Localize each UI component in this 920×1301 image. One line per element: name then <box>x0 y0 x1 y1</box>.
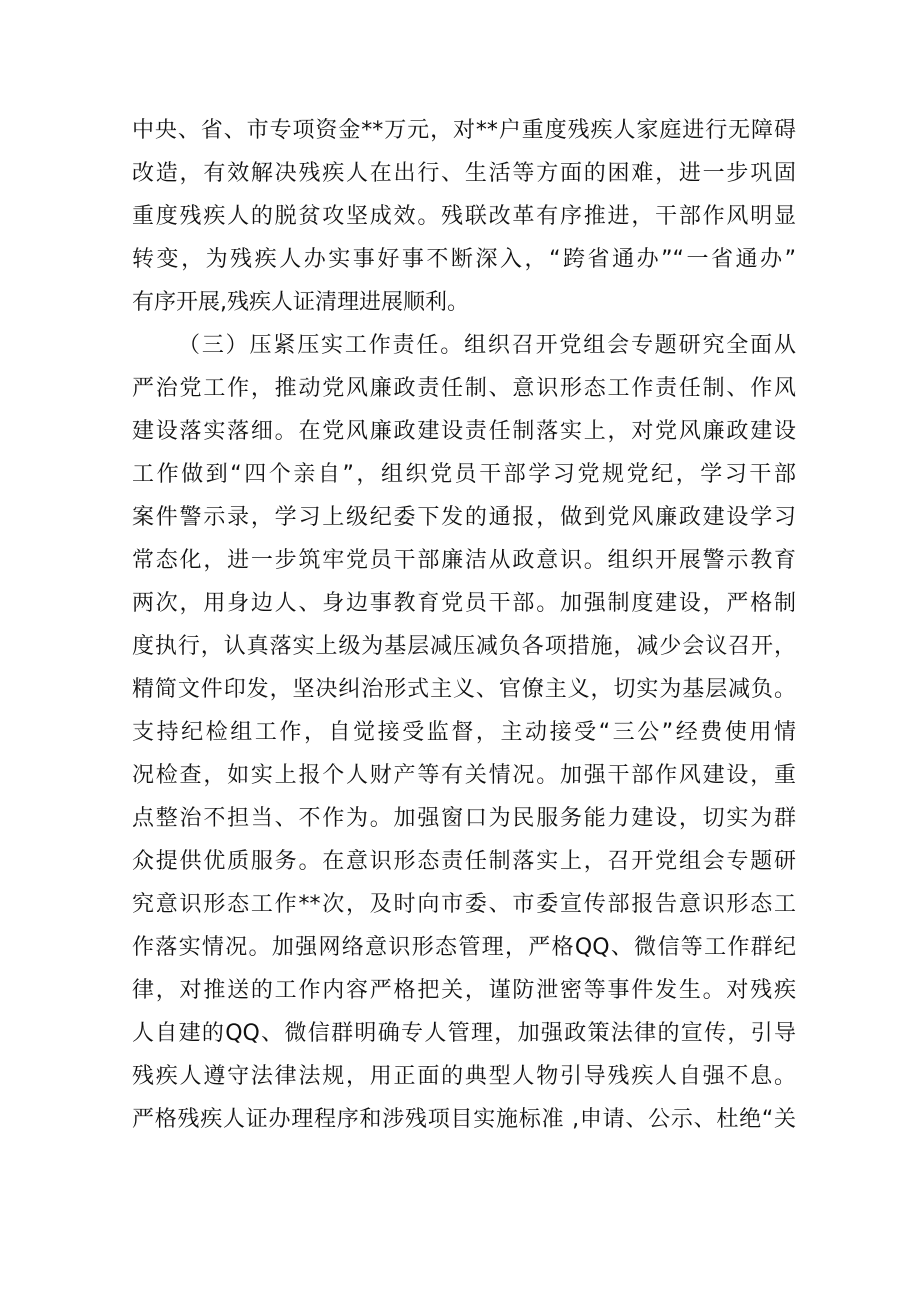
paragraph-line: 精简文件印发，坚决纠治形式主义、官僚主义，切实为基层减负。 <box>132 677 796 702</box>
paragraph-line: 两次，用身边人、身边事教育党员干部。加强制度建设，严格制 <box>132 591 796 616</box>
paragraph-line: 常态化，进一步筑牢党员干部廉洁从政意识。组织开展警示教育 <box>132 548 796 573</box>
paragraph-line: 作落实情况。加强网络意识形态管理，严格QQ、微信等工作群纪 <box>132 935 796 960</box>
paragraph-line: 严治党工作，推动党风廉政责任制、意识形态工作责任制、作风 <box>132 376 796 401</box>
section-heading-line: （三）压紧压实工作责任。组织召开党组会专题研究全面从 <box>178 333 796 358</box>
paragraph-line: 人自建的QQ、微信群明确专人管理，加强政策法律的宣传，引导 <box>132 1021 796 1046</box>
paragraph-line: 究意识形态工作**次，及时向市委、市委宣传部报告意识形态工 <box>132 892 796 917</box>
paragraph-2 <box>132 324 796 1141</box>
paragraph-line: 建设落实落细。在党风廉政建设责任制落实上，对党风廉政建设 <box>132 419 796 444</box>
paragraph-line: 严格残疾人证办理程序和涉残项目实施标准 ,申请、公示、杜绝“关 <box>132 1107 796 1132</box>
paragraph-1 <box>132 109 796 324</box>
paragraph-line: 案件警示录，学习上级纪委下发的通报，做到党风廉政建设学习 <box>132 505 796 530</box>
paragraph-line: 工作做到“四个亲自”，组织党员干部学习党规党纪，学习干部 <box>132 462 796 487</box>
paragraph-line: 中央、省、市专项资金**万元，对**户重度残疾人家庭进行无障碍 <box>132 118 796 143</box>
paragraph-line: 律，对推送的工作内容严格把关，谨防泄密等事件发生。对残疾 <box>132 978 796 1003</box>
paragraph-line: 支持纪检组工作，自觉接受监督，主动接受“三公”经费使用情 <box>132 720 796 745</box>
paragraph-line: 有序开展,残疾人证清理进展顺利。 <box>132 290 469 315</box>
paragraph-line: 重度残疾人的脱贫攻坚成效。残联改革有序推进，干部作风明显 <box>132 204 796 229</box>
paragraph-line: 残疾人遵守法律法规，用正面的典型人物引导残疾人自强不息。 <box>132 1064 796 1089</box>
paragraph-line: 点整治不担当、不作为。加强窗口为民服务能力建设，切实为群 <box>132 806 796 831</box>
paragraph-line: 况检查，如实上报个人财产等有关情况。加强干部作风建设，重 <box>132 763 796 788</box>
paragraph-line: 众提供优质服务。在意识形态责任制落实上，召开党组会专题研 <box>132 849 796 874</box>
document-body <box>132 109 796 1141</box>
paragraph-line: 度执行，认真落实上级为基层减压减负各项措施，减少会议召开， <box>132 634 796 659</box>
paragraph-line: 改造，有效解决残疾人在出行、生活等方面的困难，进一步巩固 <box>132 161 796 186</box>
paragraph-line: 转变，为残疾人办实事好事不断深入，“跨省通办”“一省通办” <box>132 247 796 272</box>
